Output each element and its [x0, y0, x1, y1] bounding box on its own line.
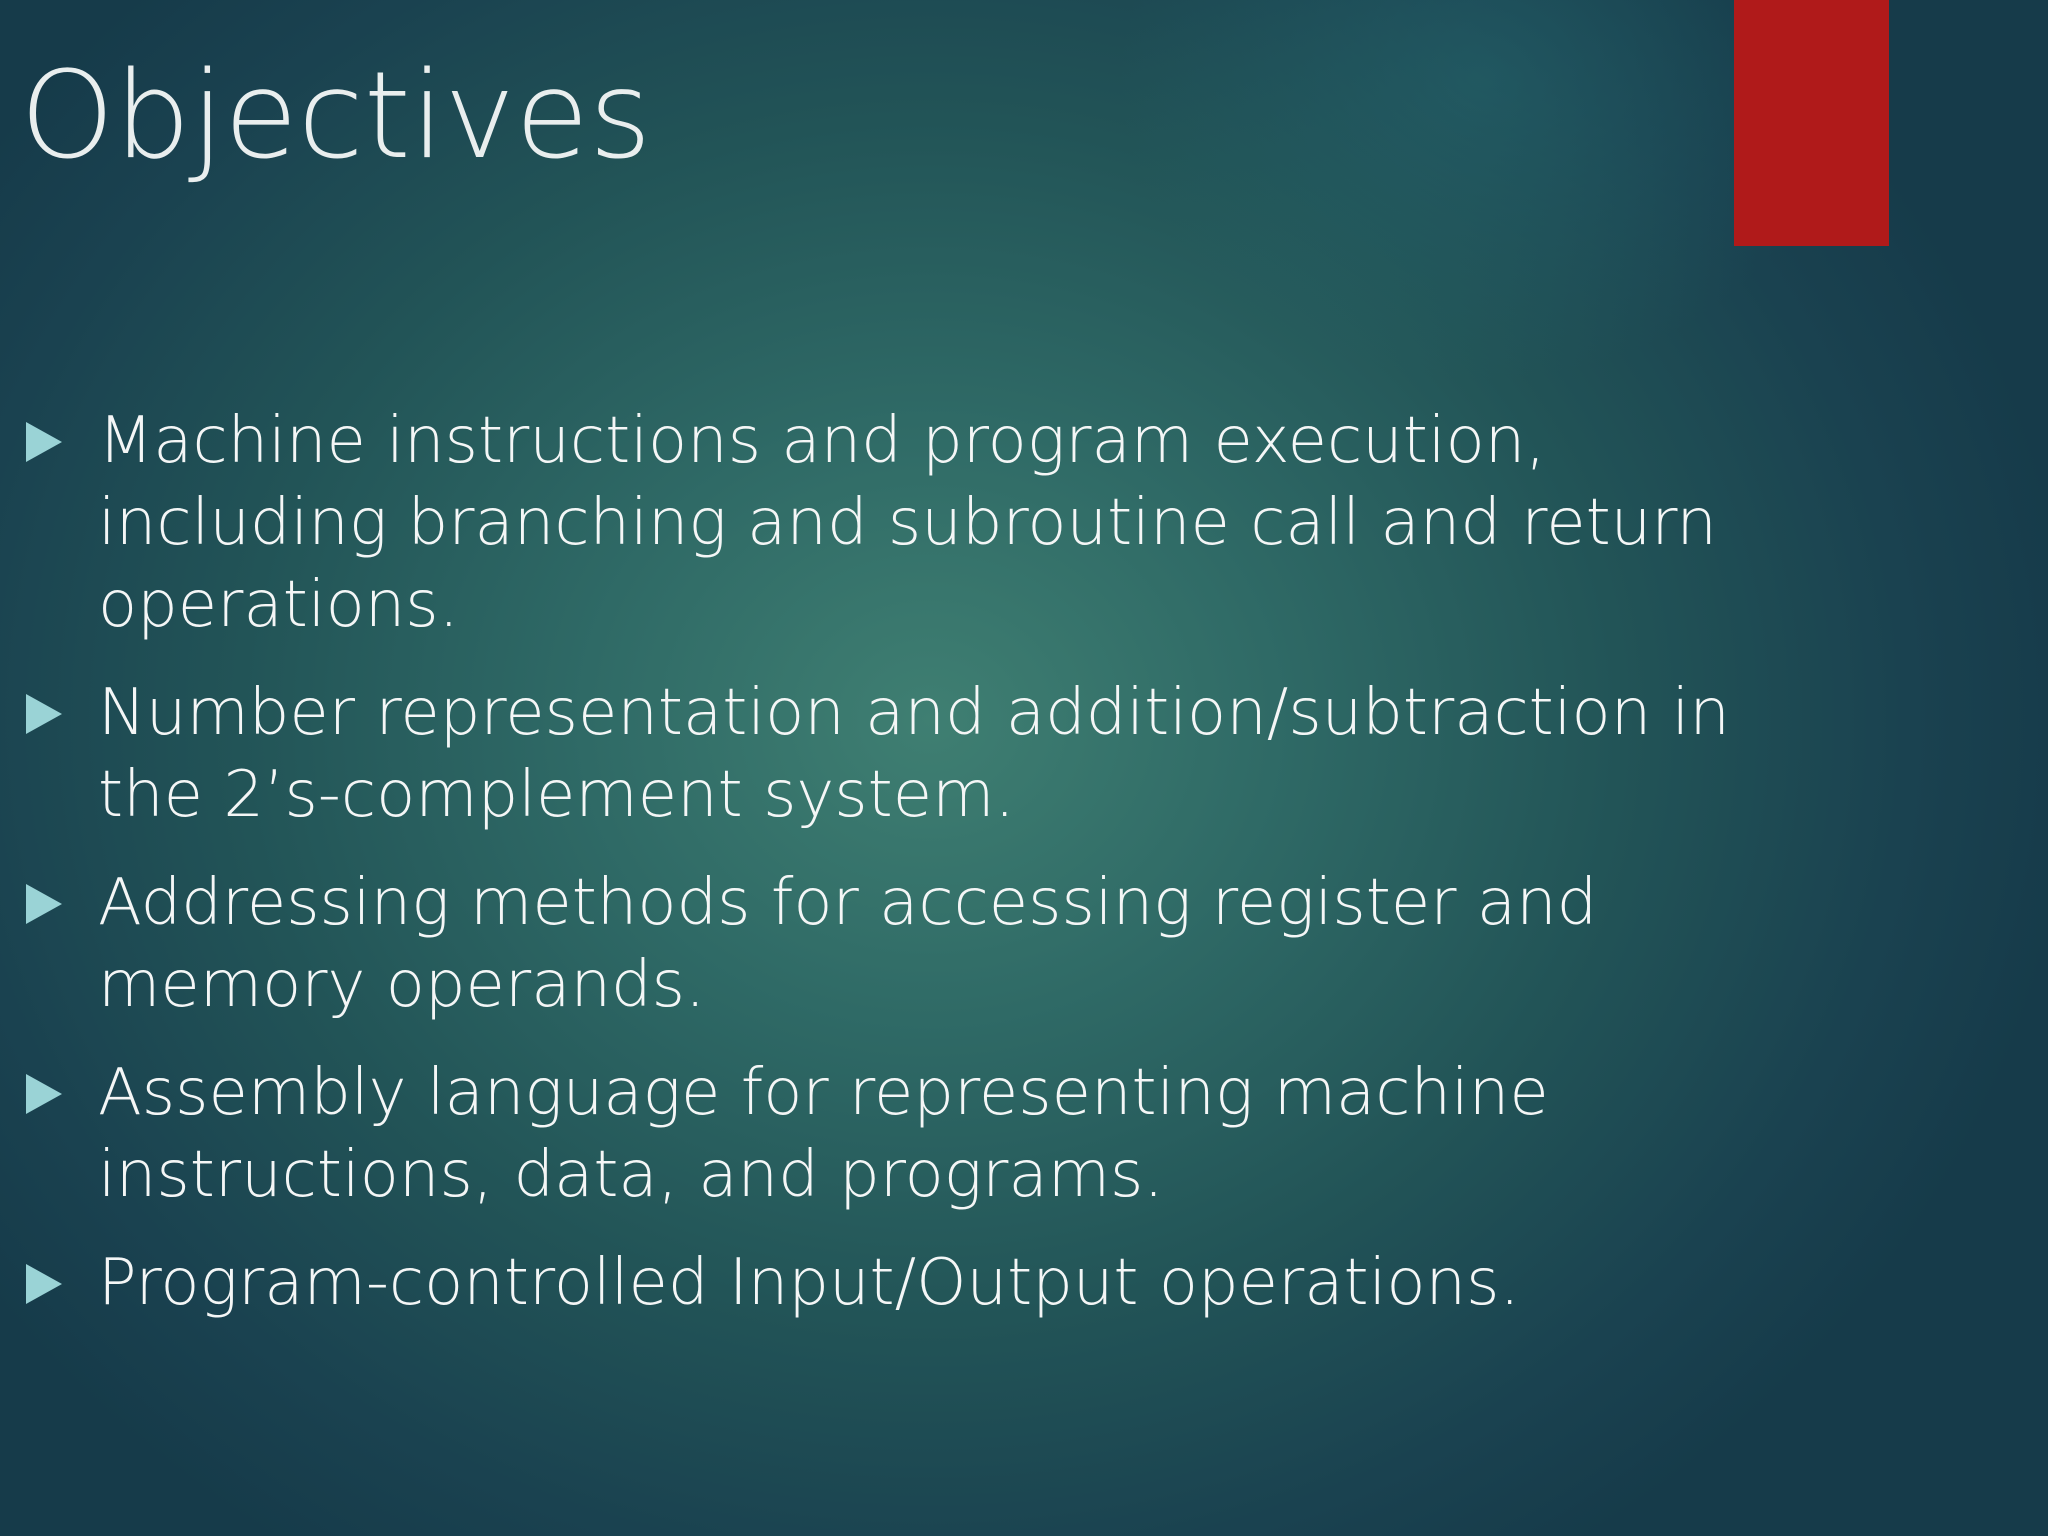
bullet-text-line: Assembly language for representing machine: [98, 1056, 1549, 1130]
bullet-text-line: the 2’s-complement system.: [98, 758, 1015, 832]
triangle-right-icon: [26, 694, 62, 734]
bullet-text-line: Addressing methods for accessing register and: [98, 866, 1598, 940]
bullet-item: [24, 672, 1844, 836]
bullet-text-line: memory operands.: [98, 948, 706, 1022]
bullet-text-line: Machine instructions and program execution,: [98, 404, 1546, 478]
bullet-text-line: Number representation and addition/subtraction in: [98, 676, 1730, 750]
bullet-item: [24, 400, 1844, 646]
slide-title: Objectives: [20, 47, 652, 186]
triangle-right-icon: [26, 422, 62, 462]
accent-bar: [1734, 0, 1889, 246]
bullet-text-line: operations.: [98, 568, 459, 642]
bullet-item: [24, 1242, 1844, 1324]
bullet-item: [24, 862, 1844, 1026]
triangle-right-icon: [26, 884, 62, 924]
triangle-right-icon: [26, 1074, 62, 1114]
bullet-text-line: including branching and subroutine call and return: [98, 486, 1717, 560]
bullet-text-line: instructions, data, and programs.: [98, 1138, 1164, 1212]
bullet-item: [24, 1052, 1844, 1216]
bullet-list: [24, 400, 1844, 1350]
bullet-text-line: Program-controlled Input/Output operations.: [98, 1246, 1520, 1320]
triangle-right-icon: [26, 1264, 62, 1304]
